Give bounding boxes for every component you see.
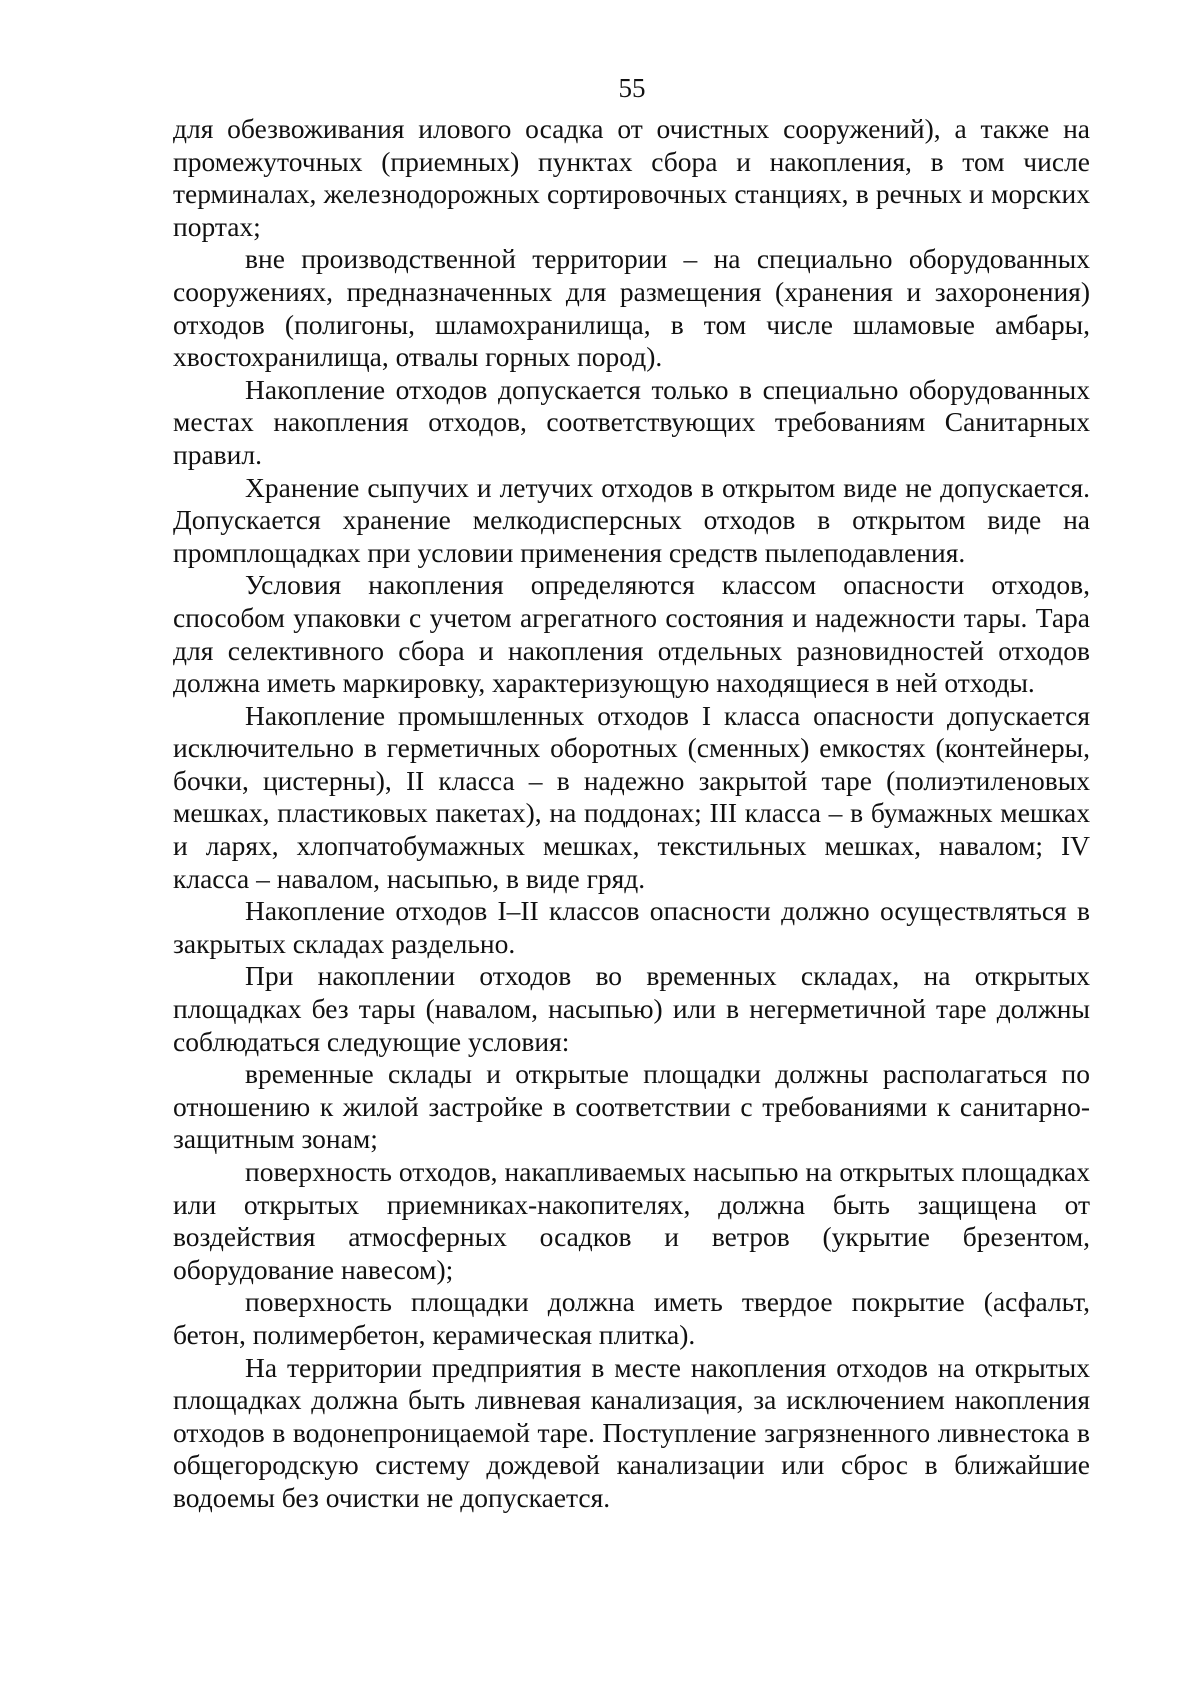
paragraph-3: Накопление отходов допускается только в специально оборудованных местах накопления отходов, соответствующих требованиям Санитарных правил. <box>173 373 1090 470</box>
paragraph-12: На территории предприятия в месте накопления отходов на открытых площадках должна быть ливневая канализация, за исключением накопления отходов в водонепроницаемой таре. Поступление загрязненного ливнестока в общегородскую систему дождевой канализации или сброс в ближайшие водоемы без очистки не допускается. <box>173 1351 1090 1513</box>
paragraph-6: Накопление промышленных отходов I класса опасности допускается исключительно в герметичных оборотных (сменных) емкостях (контейнеры, бочки, цистерны), II класса – в надежно закрытой таре (полиэтиленовых мешках, пластиковых пакетах), на поддонах; III класса – в бумажных мешках и ларях, хлопчатобумажных мешках, текстильных мешках, навалом; IV класса – навалом, насыпью, в виде гряд. <box>173 699 1090 894</box>
paragraph-9: временные склады и открытые площадки должны располагаться по отношению к жилой застройке в соответствии с требованиями к санитарно-защитным зонам; <box>173 1058 1090 1155</box>
paragraph-2: вне производственной территории – на специально оборудованных сооружениях, предназначенных для размещения (хранения и захоронения) отходов (полигоны, шламохранилища, в том числе шламовые амбары, хвостохранилища, отвалы горных пород). <box>173 243 1090 373</box>
document-body <box>173 113 1090 1515</box>
page-number: 55 <box>618 73 646 103</box>
paragraph-4: Хранение сыпучих и летучих отходов в открытом виде не допускается. Допускается хранение мелкодисперсных отходов в открытом виде на промплощадках при условии применения средств пылеподавления. <box>173 471 1090 568</box>
paragraph-5: Условия накопления определяются классом опасности отходов, способом упаковки с учетом агрегатного состояния и надежности тары. Тара для селективного сбора и накопления отдельных разновидностей отходов должна иметь маркировку, характеризующую находящиеся в ней отходы. <box>173 569 1090 699</box>
paragraph-7: Накопление отходов I–II классов опасности должно осуществляться в закрытых складах раздельно. <box>173 895 1090 959</box>
paragraph-11: поверхность площадки должна иметь твердое покрытие (асфальт, бетон, полимербетон, керамическая плитка). <box>173 1286 1090 1350</box>
paragraph-1: для обезвоживания илового осадка от очистных сооружений), а также на промежуточных (приемных) пунктах сбора и накопления, в том числе терминалах, железнодорожных сортировочных станциях, в речных и морских портах; <box>173 113 1090 242</box>
paragraph-10: поверхность отходов, накапливаемых насыпью на открытых площадках или открытых приемниках-накопителях, должна быть защищена от воздействия атмосферных осадков и ветров (укрытие брезентом, оборудование навесом); <box>173 1156 1090 1285</box>
paragraph-8: При накоплении отходов во временных складах, на открытых площадках без тары (навалом, насыпью) или в негерметичной таре должны соблюдаться следующие условия: <box>173 960 1090 1057</box>
